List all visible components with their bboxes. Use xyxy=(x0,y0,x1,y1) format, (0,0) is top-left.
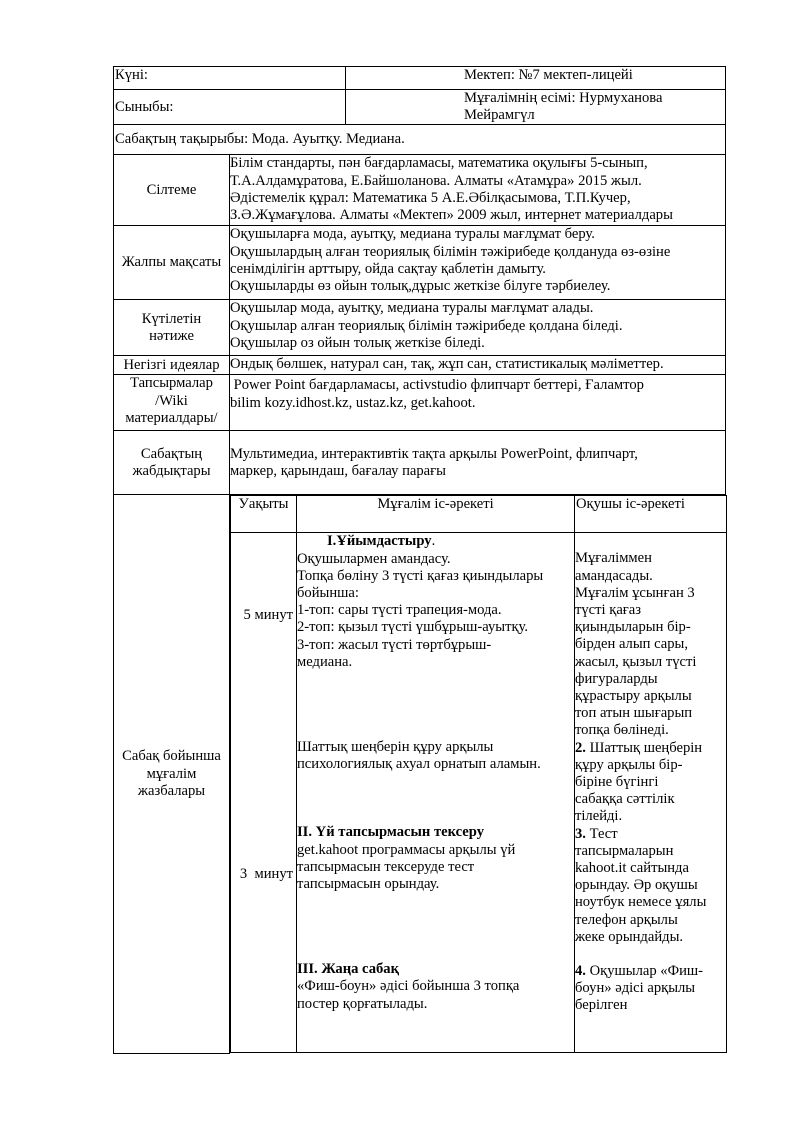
goals-line: Оқушылардың алған теориялық білімін тәжірибеде қолдануда өз-өзіне xyxy=(230,243,671,260)
student-line: Мұғаліммен xyxy=(575,550,652,567)
student-activity-header: Оқушы іс-әрекеті xyxy=(575,496,727,533)
reference-line: Т.А.Алдамұратова, Е.Байшоланова. Алматы «Атамұра» 2015 жыл. xyxy=(230,172,642,189)
equipment-label-cell xyxy=(114,431,230,495)
student-line: сабаққа сәттілік xyxy=(575,791,675,808)
outcomes-label-cell xyxy=(114,300,230,356)
student-line: жасыл, қызыл түсті xyxy=(575,653,697,670)
teacher-line: тапсырмасын тексеруде тест xyxy=(297,858,475,875)
equipment-line: Мультимедиа, интерактивтік тақта арқылы PowerPoint, флипчарт, xyxy=(230,445,638,462)
student-line: тілейді. xyxy=(575,808,623,825)
ideas-content xyxy=(230,356,726,375)
ideas-label-cell xyxy=(114,356,230,375)
reference-label: Сілтеме xyxy=(146,181,197,198)
teacher-line: Шаттық шеңберін құру арқылы xyxy=(297,739,494,756)
student-line: Мұғалім ұсынған 3 xyxy=(575,584,695,601)
outcomes-label: нәтиже xyxy=(149,327,194,344)
resources-label-cell xyxy=(114,375,230,431)
row-notes xyxy=(114,495,726,1054)
student-line: телефон арқылы xyxy=(575,911,678,928)
teacher-cell xyxy=(346,90,726,125)
student-line: ноутбук немесе ұялы xyxy=(575,894,707,911)
student-line: амандасады. xyxy=(575,567,653,584)
time-header: Уақыты xyxy=(231,496,297,533)
stage-2-number: ІІ xyxy=(297,824,309,841)
row-equipment xyxy=(114,431,726,495)
student-line: бірден алып сары, xyxy=(575,636,688,653)
row-goals xyxy=(114,226,726,300)
outcomes-line: Оқушылар алған теориялық білімін тәжірибеде қолдана біледі. xyxy=(230,317,623,334)
teacher-line: тапсырмасын орындау. xyxy=(297,876,440,893)
resources-line: Power Point бағдарламасы, activstudio флипчарт беттері, Ғаламтор xyxy=(230,377,644,394)
stage-3-title: ІІІ. Жаңа сабақ xyxy=(297,961,400,978)
teacher-line: медиана. xyxy=(297,653,353,670)
school-label: Мектеп: №7 мектеп-лицейі xyxy=(464,67,633,83)
teacher-line: Топқа бөліну 3 түсті қағаз қиындылары xyxy=(297,567,544,584)
student-line: боун» әдісі арқылы xyxy=(575,980,696,997)
student-line: фигураларды xyxy=(575,670,658,687)
student-line: Тест xyxy=(585,825,618,842)
time-cell xyxy=(231,533,297,1053)
student-line: орындау. Әр оқушы xyxy=(575,877,698,894)
row-date-school xyxy=(114,67,726,90)
student-line: тапсырмаларын xyxy=(575,842,674,859)
row-resources xyxy=(114,375,726,431)
row-ideas xyxy=(114,356,726,375)
row-class-teacher xyxy=(114,90,726,125)
lesson-plan-table xyxy=(113,66,726,1054)
student-line: біріне бүгінгі xyxy=(575,774,659,791)
goals-label: Жалпы мақсаты xyxy=(121,254,222,271)
teacher-line: бойынша: xyxy=(297,585,359,602)
student-line: құрастыру арқылы xyxy=(575,688,692,705)
goals-line: Оқушыларға мода, ауытқу, медиана туралы мағлұмат беру. xyxy=(230,226,595,243)
student-line: түсті қағаз xyxy=(575,602,642,619)
teacher-line: психологиялық ахуал орнатып аламын. xyxy=(297,756,541,773)
ideas-label: Негізгі идеялар xyxy=(123,356,220,373)
equipment-content xyxy=(230,431,726,495)
student-line: kahoot.it сайтында xyxy=(575,860,689,877)
equipment-label: жабдықтары xyxy=(132,462,211,479)
topic-label: Сабақтың тақырыбы: Мода. Ауытқу. Медиана. xyxy=(115,131,405,148)
student-line: жеке орындайды. xyxy=(575,928,684,945)
student-line: топ атын шығарып xyxy=(575,705,693,722)
row-reference xyxy=(114,155,726,226)
topic-cell xyxy=(114,125,726,155)
student-step-2-number: 2. xyxy=(575,739,586,756)
teacher-line: «Фиш-боун» әдісі бойынша 3 топқа xyxy=(297,978,520,995)
notes-label-cell xyxy=(114,495,230,1054)
activity-header-row xyxy=(231,496,727,533)
equipment-line: маркер, қарындаш, бағалау парағы xyxy=(230,462,446,479)
resources-line: bilim kozy.idhost.kz, ustaz.kz, get.kahoot. xyxy=(230,394,476,411)
student-line: топқа бөлінеді. xyxy=(575,722,669,739)
resources-label: материалдары/ xyxy=(125,409,218,426)
student-line: құру арқылы бір- xyxy=(575,756,683,773)
time-stage-2: 3 минут xyxy=(239,866,293,883)
teacher-activity-cell: І.Ұйымдастыру. Оқушылармен амандасу. Топқа бөліну 3 түсті қағаз қиындылары бойынша: 1-топ: сары түсті трапеция-мода. 2-топ: қызыл түсті үшбұрыш-ауытқу. 3-топ: жасыл түсті төртбұрыш- медиана. Шаттық шеңберін құру арқылы психологиялық ахуал орнатып аламын. ІІ. Үй тапсырмасын тексеру get.kahoot программасы арқылы үй тапсырмасын тексеруде тест тапсырмасын орындау. ІІІ. Жаңа сабақ «Фиш-боун» әдісі бойынша 3 топқа постер қорғатылады. xyxy=(297,533,575,1053)
outcomes-label: Күтілетін xyxy=(141,310,202,327)
ideas-text: Ондық бөлшек, натурал сан, тақ, жұп сан, статистикалық мәліметтер. xyxy=(230,356,664,373)
student-step-3-number: 3. xyxy=(575,825,586,842)
teacher-label: Мұғалімнің есімі: Нурмуханова Мейрамгүл xyxy=(464,90,663,124)
student-line: берілген xyxy=(575,997,628,1014)
date-label: Күні: xyxy=(115,67,148,83)
resources-content xyxy=(230,375,726,431)
outcomes-line: Оқушылар оз ойын толық жеткізе біледі. xyxy=(230,334,485,351)
student-step-4-number: 4. xyxy=(575,963,586,980)
goals-content xyxy=(230,226,726,300)
time-stage-1: 5 минут xyxy=(243,607,293,624)
notes-label: мұғалім xyxy=(146,765,197,782)
teacher-line: 3-топ: жасыл түсті төртбұрыш- xyxy=(297,636,492,653)
notes-label: жазбалары xyxy=(137,782,206,799)
activity-body-row xyxy=(231,533,727,1053)
resources-label: /Wiki xyxy=(155,392,188,409)
student-activity-cell xyxy=(575,533,727,1053)
school-cell xyxy=(346,67,726,90)
teacher-line: 2-топ: қызыл түсті үшбұрыш-ауытқу. xyxy=(297,619,529,636)
activity-table xyxy=(230,495,727,1053)
reference-label-cell xyxy=(114,155,230,226)
outcomes-line: Оқушылар мода, ауытқу, медиана туралы мағлұмат алады. xyxy=(230,300,594,317)
student-line: Оқушылар «Фиш- xyxy=(585,963,704,980)
goals-line: сенімділігін арттыру, ойда сақтау қаблетін дамыту. xyxy=(230,260,546,277)
notes-area xyxy=(230,495,726,1054)
student-line: Шаттық шеңберін xyxy=(585,739,703,756)
teacher-line: постер қорғатылады. xyxy=(297,995,428,1012)
class-cell xyxy=(114,90,346,125)
teacher-line: 1-топ: сары түсті трапеция-мода. xyxy=(297,602,502,619)
row-topic xyxy=(114,125,726,155)
outcomes-content xyxy=(230,300,726,356)
date-cell xyxy=(114,67,346,90)
reference-content xyxy=(230,155,726,226)
stage-1-title: І.Ұйымдастыру xyxy=(327,533,432,550)
teacher-activity-header: Мұғалім іс-әрекеті xyxy=(297,496,575,533)
teacher-line: get.kahoot программасы арқылы үй xyxy=(297,841,516,858)
resources-label: Тапсырмалар xyxy=(130,375,213,392)
equipment-label: Сабақтың xyxy=(140,445,203,462)
reference-line: Білім стандарты, пән бағдарламасы, математика оқулығы 5-сынып, xyxy=(230,155,648,172)
stage-2-title: . Үй тапсырмасын тексеру xyxy=(308,824,484,841)
student-line: қиындыларын бір- xyxy=(575,619,691,636)
class-label: Сыныбы: xyxy=(115,98,174,115)
reference-line: З.Ә.Жұмағұлова. Алматы «Мектеп» 2009 жыл, интернет материалдары xyxy=(230,207,673,224)
goals-label-cell xyxy=(114,226,230,300)
goals-line: Оқушыларды өз ойын толық,дұрыс жеткізе білуге тәрбиелеу. xyxy=(230,278,611,295)
row-outcomes xyxy=(114,300,726,356)
reference-line: Әдістемелік құрал: Математика 5 А.Е.Әбілқасымова, Т.П.Кучер, xyxy=(230,189,631,206)
teacher-line: Оқушылармен амандасу. xyxy=(297,550,451,567)
notes-label: Сабақ бойынша xyxy=(122,748,221,765)
